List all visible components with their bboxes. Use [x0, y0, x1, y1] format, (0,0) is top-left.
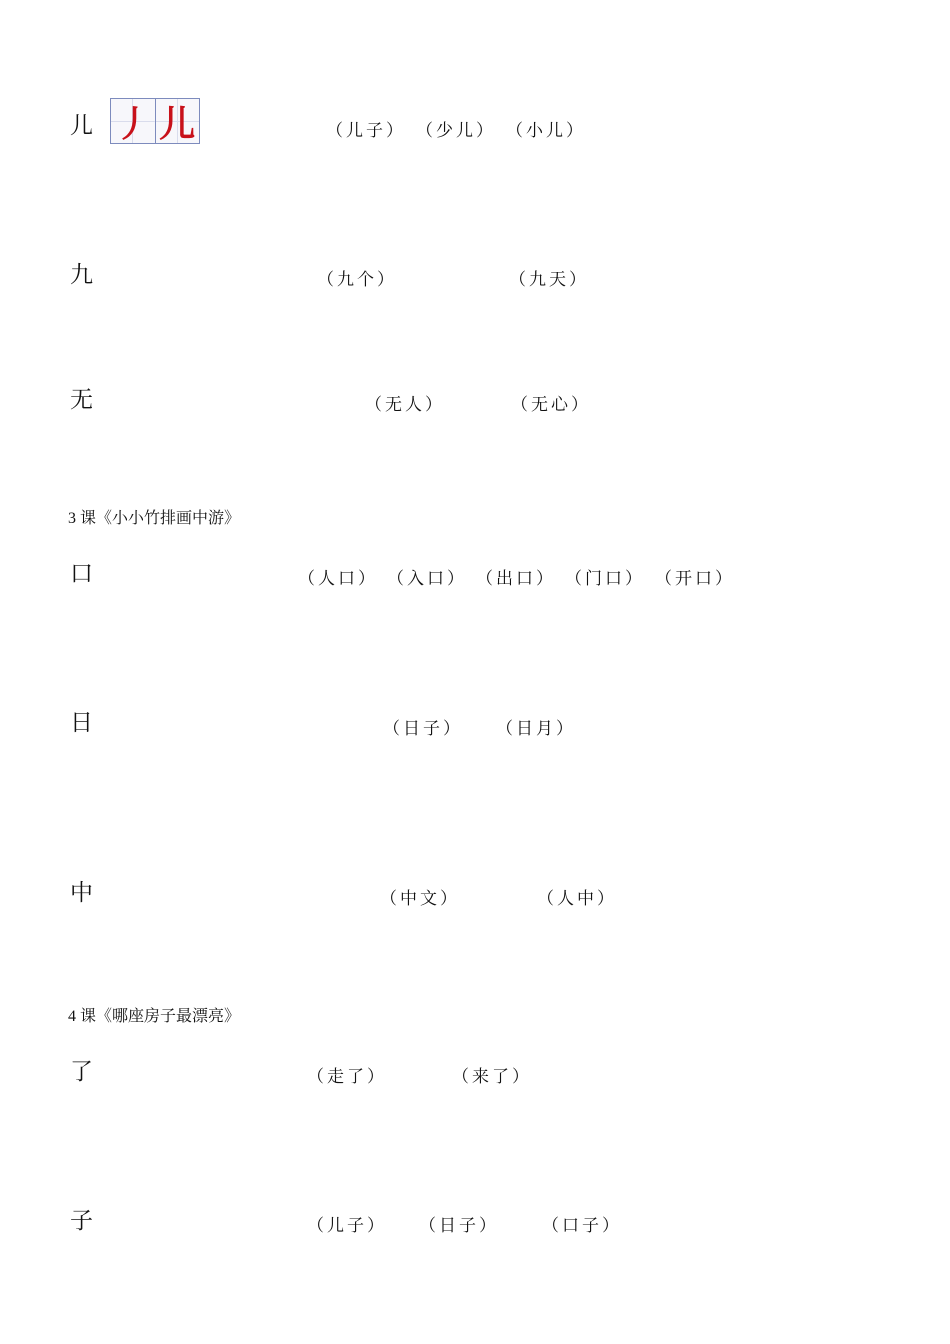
stroke-order-cell [156, 99, 200, 143]
word-item: （小儿） [506, 121, 586, 141]
word-item: （人中） [537, 889, 617, 909]
word-item: （中文） [380, 889, 460, 909]
word-item: （无人） [365, 395, 445, 415]
stroke-order-cell [111, 99, 156, 143]
lesson-heading: 4 课《哪座房子最漂亮》 [68, 1008, 241, 1025]
word-item: （日子） [419, 1216, 499, 1236]
word-item: （日子） [383, 719, 463, 739]
character-jiu: 九 [70, 262, 93, 288]
word-item: （儿子） [326, 121, 406, 141]
character-kou: 口 [70, 561, 93, 587]
stroke-step-1: 丿 [114, 103, 151, 145]
word-item: （出口） [476, 569, 556, 589]
character-er: 儿 [70, 113, 93, 139]
word-item: （开口） [655, 569, 735, 589]
word-item: （少儿） [416, 121, 496, 141]
word-item: （九天） [509, 270, 589, 290]
character-wu: 无 [70, 387, 93, 413]
character-zhong: 中 [70, 880, 93, 906]
word-item: （九个） [317, 270, 397, 290]
lesson-heading: 3 课《小小竹排画中游》 [68, 510, 241, 527]
character-le: 了 [70, 1059, 93, 1085]
word-item: （走了） [307, 1067, 387, 1087]
stroke-step-2: 儿 [159, 103, 196, 145]
word-item: （无心） [511, 395, 591, 415]
word-item: （儿子） [307, 1216, 387, 1236]
character-ri: 日 [70, 710, 93, 736]
word-item: （口子） [542, 1216, 622, 1236]
word-item: （入口） [387, 569, 467, 589]
word-item: （人口） [298, 569, 378, 589]
word-item: （来了） [452, 1067, 532, 1087]
word-item: （门口） [565, 569, 645, 589]
character-zi: 子 [70, 1208, 93, 1234]
stroke-order-grid [110, 98, 200, 144]
word-item: （日月） [496, 719, 576, 739]
